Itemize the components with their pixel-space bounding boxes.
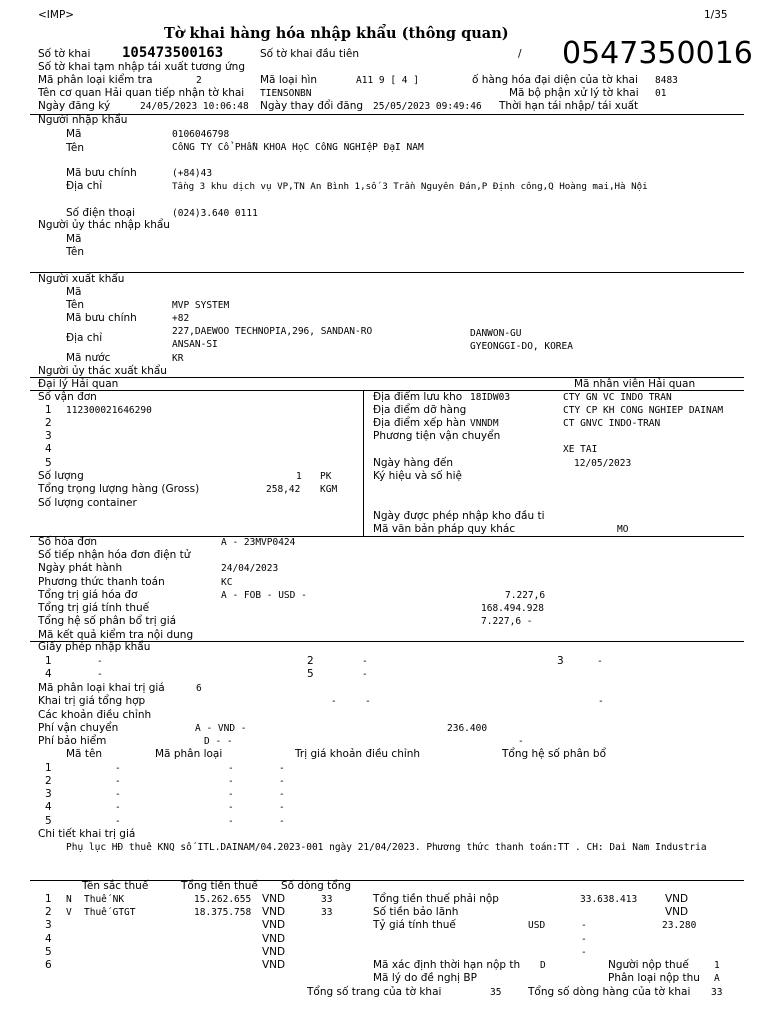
col-tri-gia: Trị giá khoản điều chỉnh (295, 748, 421, 760)
tong-dong-value: 33 (711, 987, 723, 998)
col-ma-phan-loai: Mã phân loại (155, 748, 223, 760)
do-hang-value: CTY CP KH CONG NGHIEP DAINAM (563, 405, 724, 416)
so-hoa-don-value: A - 23MVP0424 (221, 537, 296, 548)
giay-phep-num: 4 (45, 668, 52, 680)
exporter-ma-label: Mã (66, 286, 82, 298)
tax-row-num: 4 (45, 933, 52, 945)
so-hoa-don-label: Số hóa đơn (38, 536, 98, 548)
tax-row-currency: VND (262, 919, 286, 931)
tinh-thue-value: 168.494.928 (481, 603, 544, 614)
adj-row-num: 5 (45, 815, 52, 827)
importer-dia-chi-label: Địa chỉ (66, 180, 103, 192)
ngay-phat-hanh-label: Ngày phát hành (38, 562, 123, 574)
gross-unit: KGM (320, 484, 338, 495)
adj-row-num: 4 (45, 801, 52, 813)
ma-van-ban-label: Mã văn bản pháp quy khác (373, 523, 516, 535)
xep-hang-value: CT GNVC INDO-TRAN (563, 418, 661, 429)
ty-gia-dash-2: - (581, 934, 587, 945)
divider-1 (30, 114, 744, 115)
bao-hiem-label: Phí bảo hiểm (38, 735, 107, 747)
tax-row-name: Thuế GTGT (84, 907, 136, 918)
uy-thac-ma-label: Mã (66, 233, 82, 245)
khai-tri-gia-label: Mã phân loại khai trị giá (38, 682, 165, 694)
xac-dinh-value: D (540, 960, 546, 971)
co-quan-value: TIENSONBN (260, 88, 312, 99)
tong-hop-dash: - (331, 696, 337, 707)
luu-kho-code: 18IDW03 (470, 392, 511, 403)
exporter-dia-chi-line2: ANSAN-SI (172, 339, 218, 350)
importer-ten-label: Tên (66, 142, 85, 154)
bao-hiem-dash: - (518, 736, 524, 747)
importer-ma-label: Mã (66, 128, 82, 140)
ngay-den-label: Ngày hàng đến (373, 457, 454, 469)
tri-gia-hoa-don-label: Tổng trị giá hóa đơ (38, 589, 138, 601)
ky-hieu-label: Ký hiệu và số hiệ (373, 470, 462, 482)
adj-dash: - (228, 789, 234, 800)
ma-phan-loai-label: Mã phân loại kiểm tra (38, 74, 153, 86)
importer-buu-chinh-value: (+84)43 (172, 168, 213, 179)
ty-gia-dash: - (581, 920, 587, 931)
gross-label: Tổng trọng lượng hàng (Gross) (38, 483, 200, 495)
ngay-dang-ky-value: 24/05/2023 10:06:48 (140, 101, 249, 112)
giay-phep-value: - (362, 669, 368, 680)
importer-buu-chinh-label: Mã bưu chính (66, 167, 137, 179)
importer-ten-value: CôNG TY Cổ PHầN KHOA HọC CôNG NGHIệP ĐạI NAM (172, 142, 424, 153)
tax-row-code: N (66, 894, 72, 905)
uy-thac-xuat-khau: Người ủy thác xuất khẩu (38, 365, 167, 377)
tax-row-currency: VND (262, 946, 286, 958)
tong-trang-label: Tổng số trang của tờ khai (307, 986, 442, 998)
thanh-toan-label: Phương thức thanh toán (38, 576, 165, 588)
shipping-column-divider (363, 390, 364, 536)
tax-row-currency: VND (262, 906, 286, 918)
importer-dien-thoai-label: Số điện thoại (66, 207, 136, 219)
importer-ma-value: 0106046798 (172, 129, 230, 140)
thanh-toan-value: KC (221, 577, 233, 588)
hang-dai-dien-label: ố hàng hóa đại diện của tờ khai (472, 74, 638, 86)
tax-row-lines: 33 (321, 894, 333, 905)
ma-loai-hinh-value: A11 9 [ 4 ] (356, 75, 419, 86)
exporter-nuoc-value: KR (172, 353, 184, 364)
exporter-dia-chi-line1: 227,DAEWOO TECHNOPIA,296, SANDAN-RO (172, 326, 373, 337)
giay-phep-value: - (362, 656, 368, 667)
exporter-buu-chinh-value: +82 (172, 313, 190, 324)
giay-phep-value: - (97, 669, 103, 680)
phan-loai-nop-value: A (714, 973, 720, 984)
co-quan-label: Tên cơ quan Hải quan tiếp nhận tờ khai (38, 87, 245, 99)
bo-phan-label: Mã bộ phận xử lý tờ khai (509, 87, 639, 99)
document-title: Tờ khai hàng hóa nhập khẩu (thông quan) (164, 25, 509, 42)
adj-dash: - (115, 763, 121, 774)
bao-lanh-label: Số tiền bảo lãnh (373, 906, 459, 918)
tri-gia-hoa-don-code: A - FOB - USD - (221, 590, 307, 601)
adj-row-num: 3 (45, 788, 52, 800)
so-to-khai-dau-tien-label: Số tờ khai đầu tiên (260, 48, 359, 60)
adj-dash: - (115, 789, 121, 800)
nguoi-nop-value: 1 (714, 960, 720, 971)
uy-thac-ten-label: Tên (66, 246, 85, 258)
dieu-chinh-label: Các khoản điều chỉnh (38, 709, 152, 721)
do-hang-label: Địa điểm dỡ hàng (373, 404, 467, 416)
tong-hop-label: Khai trị giá tổng hợp (38, 695, 146, 707)
imp-tag: <IMP> (38, 9, 75, 21)
ty-gia-label: Tỷ giá tính thuế (373, 919, 456, 931)
so-luong-unit: PK (320, 471, 332, 482)
bao-hiem-code: D - - (204, 736, 233, 747)
adj-dash: - (228, 776, 234, 787)
chi-tiet-label: Chi tiết khai trị giá (38, 828, 136, 840)
divider-2 (30, 272, 744, 273)
divider-5 (30, 536, 744, 537)
luu-kho-label: Địa điểm lưu kho (373, 391, 463, 403)
xep-hang-code: VNNDM (470, 418, 499, 429)
tax-row-currency: VND (262, 933, 286, 945)
giay-phep-num: 3 (557, 655, 564, 667)
page-number: 1/35 (704, 9, 728, 21)
col-so-dong: Số dòng tổng (281, 880, 352, 892)
tax-row-amount: 15.262.655 (194, 894, 252, 905)
tax-row-num: 5 (45, 946, 52, 958)
exporter-buu-chinh-label: Mã bưu chính (66, 312, 137, 324)
hang-dai-dien-value: 8483 (655, 75, 678, 86)
adj-dash: - (115, 802, 121, 813)
exporter-dia-chi-line4: GYEONGGI-DO, KOREA (470, 341, 573, 352)
van-don-num: 1 (45, 404, 52, 416)
giay-phep-value: - (597, 656, 603, 667)
ngay-dang-ky-label: Ngày đăng ký (38, 100, 111, 112)
ngay-phep-label: Ngày được phép nhập kho đầu ti (373, 510, 545, 522)
nhan-vien-hai-quan: Mã nhân viên Hải quan (574, 378, 696, 390)
ngay-den-value: 12/05/2023 (574, 458, 632, 469)
ty-gia-dash-3: - (581, 947, 587, 958)
tinh-thue-label: Tổng trị giá tính thuế (38, 602, 150, 614)
uy-thac-nhap-khau: Người ủy thác nhập khẩu (38, 219, 170, 231)
exporter-nuoc-label: Mã nước (66, 352, 111, 364)
bao-lanh-currency: VND (665, 906, 689, 918)
giay-phep-num: 5 (307, 668, 314, 680)
adj-row-num: 1 (45, 762, 52, 774)
tax-row-num: 2 (45, 906, 52, 918)
phai-nop-value: 33.638.413 (580, 894, 638, 905)
adj-dash: - (279, 789, 285, 800)
col-ma-ten: Mã tên (66, 748, 103, 760)
ngay-thay-doi-label: Ngày thay đổi đăng (260, 100, 364, 112)
tax-row-amount: 18.375.758 (194, 907, 252, 918)
giay-phep-num: 1 (45, 655, 52, 667)
tiep-nhan-label: Số tiếp nhận hóa đơn điện tử (38, 549, 191, 561)
ma-phan-loai-value: 2 (196, 75, 202, 86)
tai-nhap-label: Thời hạn tái nhập/ tái xuất (499, 100, 639, 112)
adj-dash: - (228, 802, 234, 813)
so-luong-value: 1 (296, 471, 302, 482)
phuong-tien-value: XE TAI (563, 444, 598, 455)
tong-hop-dash: - (365, 696, 371, 707)
declaration-big-number: 0547350016 (562, 36, 753, 71)
chi-tiet-value: Phụ lục HĐ thuê KNQ số ITL.DAINAM/04.2023-001 ngày 21/04/2023. Phương thức thanh toán:TT . CH: Dai Nam Industria (66, 842, 707, 853)
tong-trang-value: 35 (490, 987, 502, 998)
exporter-ten-label: Tên (66, 299, 85, 311)
adj-dash: - (279, 802, 285, 813)
van-chuyen-code: A - VND - (195, 723, 247, 734)
giay-phep-num: 2 (307, 655, 314, 667)
tam-nhap-label: Số tờ khai tạm nhập tái xuất tương ứng (38, 61, 245, 73)
adj-dash: - (115, 776, 121, 787)
importer-dien-thoai-value: (024)3.640 0111 (172, 208, 258, 219)
ly-do-label: Mã lý do đề nghị BP (373, 972, 477, 984)
col-sac-thue: Tên sắc thuế (82, 880, 149, 892)
phai-nop-label: Tổng tiền thuế phải nộp (373, 893, 499, 905)
exporter-section: Người xuất khẩu (38, 273, 125, 285)
gross-value: 258,42 (266, 484, 301, 495)
exporter-dia-chi-line3: DANWON-GU (470, 328, 522, 339)
bo-phan-value: 01 (655, 88, 667, 99)
phuong-tien-label: Phương tiện vận chuyển (373, 430, 501, 442)
exporter-dia-chi-label: Địa chỉ (66, 332, 103, 344)
adj-dash: - (115, 816, 121, 827)
phai-nop-currency: VND (665, 893, 689, 905)
col-tong-tien: Tổng tiền thuế (181, 880, 258, 892)
van-chuyen-label: Phí vận chuyển (38, 722, 119, 734)
tax-row-lines: 33 (321, 907, 333, 918)
ma-loai-hinh-label: Mã loại hìn (260, 74, 318, 86)
van-don-num: 5 (45, 457, 52, 469)
adj-dash: - (279, 763, 285, 774)
ket-qua-label: Mã kết quả kiểm tra nội dung (38, 629, 194, 641)
giay-phep-label: Giấy phép nhập khẩu (38, 641, 151, 653)
van-don-value: 112300021646290 (66, 405, 152, 416)
tax-row-num: 3 (45, 919, 52, 931)
ty-gia-value: 23.280 (662, 920, 697, 931)
giay-phep-value: - (97, 656, 103, 667)
container-label: Số lượng container (38, 497, 137, 509)
so-luong-label: Số lượng (38, 470, 84, 482)
ngay-thay-doi-value: 25/05/2023 09:49:46 (373, 101, 482, 112)
tri-gia-hoa-don-value: 7.227,6 (505, 590, 546, 601)
van-chuyen-value: 236.400 (447, 723, 488, 734)
adj-dash: - (279, 776, 285, 787)
ty-gia-currency: USD (528, 920, 546, 931)
importer-section: Người nhập khẩu (38, 114, 128, 126)
van-don-num: 3 (45, 430, 52, 442)
van-don-num: 2 (45, 417, 52, 429)
col-he-so: Tổng hệ số phân bổ (502, 748, 607, 760)
adj-dash: - (228, 816, 234, 827)
phan-bo-value: 7.227,6 - (481, 616, 533, 627)
tax-row-currency: VND (262, 959, 286, 971)
van-don-num: 4 (45, 443, 52, 455)
exporter-ten-value: MVP SYSTEM (172, 300, 230, 311)
so-to-khai-label: Số tờ khai (38, 48, 91, 60)
importer-dia-chi-value: Tầng 3 khu dịch vụ VP,TN An Bình 1,số 3 Trần Nguyên Đán,P Định công,Q Hoàng mai,Hà Nội (172, 181, 648, 192)
nguoi-nop-label: Người nộp thuế (608, 959, 689, 971)
ngay-phat-hanh-value: 24/04/2023 (221, 563, 279, 574)
dai-ly-hai-quan: Đại lý Hải quan (38, 378, 119, 390)
luu-kho-value: CTY GN VC INDO TRAN (563, 392, 672, 403)
van-don-label: Số vận đơn (38, 391, 97, 403)
tax-row-currency: VND (262, 893, 286, 905)
tong-dong-label: Tổng số dòng hàng của tờ khai (528, 986, 691, 998)
phan-loai-nop-label: Phân loại nộp thu (608, 972, 700, 984)
tong-hop-dash: - (598, 696, 604, 707)
phan-bo-label: Tổng hệ số phân bổ trị giá (38, 615, 177, 627)
adj-dash: - (279, 816, 285, 827)
so-to-khai-value: 105473500163 (122, 45, 224, 61)
tax-row-code: V (66, 907, 72, 918)
slash-separator: / (518, 48, 522, 60)
adj-row-num: 2 (45, 775, 52, 787)
xac-dinh-label: Mã xác định thời hạn nộp th (373, 959, 521, 971)
adj-dash: - (228, 763, 234, 774)
tax-row-num: 6 (45, 959, 52, 971)
xep-hang-label: Địa điểm xếp hàn (373, 417, 466, 429)
tax-row-name: Thuế NK (84, 894, 125, 905)
ma-van-ban-value: MO (617, 524, 629, 535)
tax-row-num: 1 (45, 893, 52, 905)
khai-tri-gia-value: 6 (196, 683, 202, 694)
